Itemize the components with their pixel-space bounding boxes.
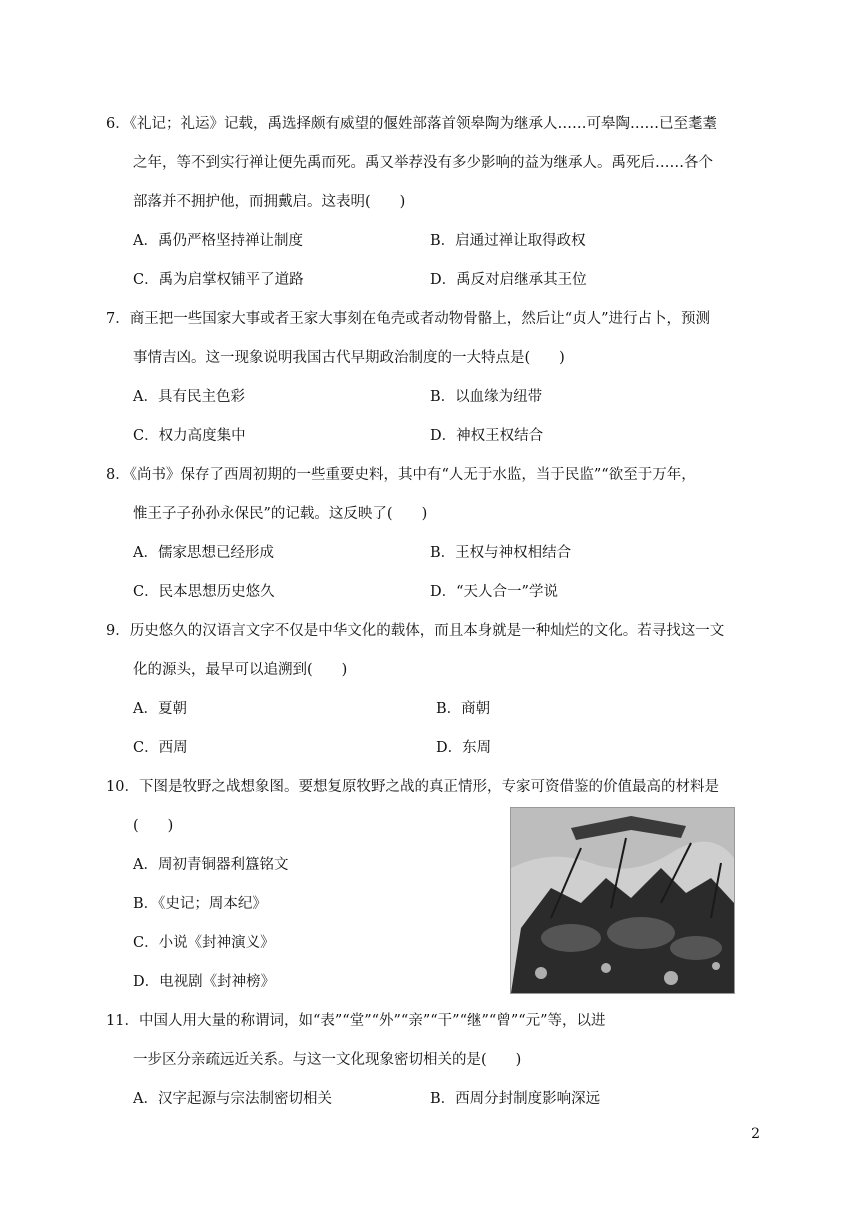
q10-option-a[interactable]: A．周初青铜器利簋铭文 — [133, 857, 289, 873]
q10-option-b[interactable]: B．《史记；周本纪》 — [133, 896, 267, 912]
q8-option-d[interactable]: D．“天人合一”学说 — [430, 584, 558, 600]
q6-option-c[interactable]: C．禹为启掌权铺平了道路 — [133, 272, 304, 288]
q7-stem-line-2: 事情吉凶。这一现象说明我国古代早期政治制度的一大特点是( ) — [133, 350, 565, 366]
q6-option-a[interactable]: A．禹仍严格坚持禅让制度 — [133, 233, 303, 249]
q11-stem-line-1: 11．中国人用大量的称谓词，如“表”“堂”“外”“亲”“干”“继”“曾”“元”等，以进 — [106, 1013, 606, 1029]
q9-option-a[interactable]: A．夏朝 — [133, 701, 187, 717]
q6-option-b[interactable]: B．启通过禅让取得政权 — [430, 233, 586, 249]
q9-stem-line-1: 9．历史悠久的汉语言文字不仅是中华文化的载体，而且本身就是一种灿烂的文化。若寻找这一文 — [106, 623, 725, 639]
q10-stem-line-2: ( ) — [133, 818, 174, 834]
q9-option-b[interactable]: B．商朝 — [436, 701, 491, 717]
q8-stem-line-2: 惟王子子孙孙永保民”的记载。这反映了( ) — [133, 506, 428, 522]
q7-option-c[interactable]: C．权力高度集中 — [133, 428, 246, 444]
q6-stem-line-2: 之年，等不到实行禅让便先禹而死。禹又举荐没有多少影响的益为继承人。禹死后……各个 — [133, 155, 713, 171]
q7-option-a[interactable]: A．具有民主色彩 — [133, 389, 245, 405]
q8-option-b[interactable]: B．王权与神权相结合 — [430, 545, 572, 561]
q6-option-d[interactable]: D．禹反对启继承其王位 — [430, 272, 587, 288]
q10-option-c[interactable]: C．小说《封神演义》 — [133, 935, 275, 951]
q7-stem-line-1: 7．商王把一些国家大事或者王家大事刻在龟壳或者动物骨骼上，然后让“贞人”进行占卜，预测 — [106, 311, 711, 327]
q6-stem-line-1: 6．《礼记；礼运》记载，禹选择颇有威望的偃姓部落首领皋陶为继承人……可皋陶……已至耄耋 — [106, 116, 717, 132]
q11-option-a[interactable]: A．汉字起源与宗法制密切相关 — [133, 1091, 332, 1107]
q6-stem-line-3: 部落并不拥护他，而拥戴启。这表明( ) — [133, 194, 406, 210]
q7-option-b[interactable]: B．以血缘为纽带 — [430, 389, 543, 405]
q8-stem-line-1: 8．《尚书》保存了西周初期的一些重要史料，其中有“人无于水监，当于民监”“欲至于万年， — [106, 467, 696, 483]
q10-stem-line-1: 10．下图是牧野之战想象图。要想复原牧野之战的真正情形，专家可资借鉴的价值最高的材料是 — [106, 779, 719, 795]
q8-option-c[interactable]: C．民本思想历史悠久 — [133, 584, 275, 600]
q10-option-d[interactable]: D．电视剧《封神榜》 — [133, 974, 276, 990]
page-number: 2 — [751, 1126, 760, 1142]
q9-option-c[interactable]: C．西周 — [133, 740, 188, 756]
q7-option-d[interactable]: D．神权王权结合 — [430, 428, 544, 444]
q9-stem-line-2: 化的源头，最早可以追溯到( ) — [133, 662, 348, 678]
muye-battle-illustration — [510, 807, 735, 994]
q9-option-d[interactable]: D．东周 — [436, 740, 492, 756]
q8-option-a[interactable]: A．儒家思想已经形成 — [133, 545, 274, 561]
q11-stem-line-2: 一步区分亲疏远近关系。与这一文化现象密切相关的是( ) — [133, 1052, 522, 1068]
q11-option-b[interactable]: B．西周分封制度影响深远 — [430, 1091, 601, 1107]
